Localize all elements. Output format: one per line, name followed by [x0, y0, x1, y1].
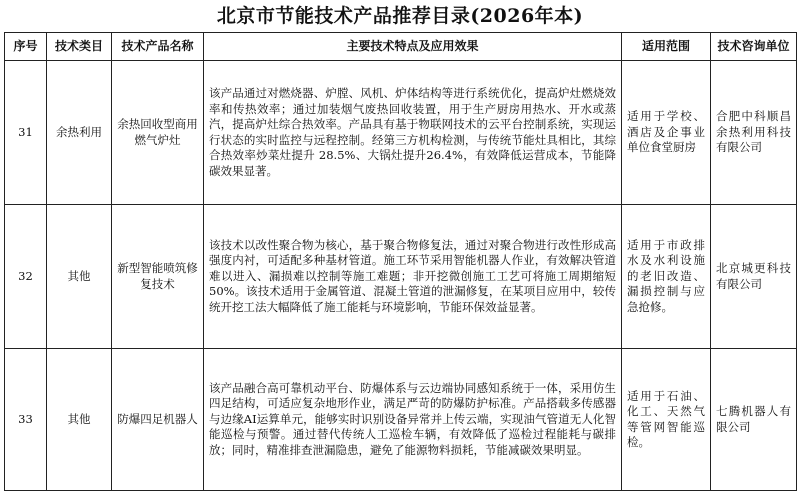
table-header-row [5, 33, 797, 61]
cell-category: 其他 [47, 205, 112, 349]
cell-scope: 适用于石油、化工、天然气等管网智能巡检。 [622, 349, 711, 491]
cell-category: 余热利用 [47, 61, 112, 205]
cell-consultant: 北京城更科技有限公司 [711, 205, 797, 349]
cell-consultant: 七腾机器人有限公司 [711, 349, 797, 491]
cell-scope: 适用于市政排水及水利设施的老旧改造、漏损控制与应急抢修。 [622, 205, 711, 349]
cell-features: 该产品融合高可靠机动平台、防爆体系与云边端协同感知系统于一体，采用仿生四足结构，可适应复杂地形作业，满足严苛的防爆防护标准。产品搭载多传感器与边缘AI运算单元，能够实时识别设备异常并上传云端，实现油气管道无人化智能巡检与预警。通过替代传统人工巡检车辆，有效降低了巡检过程能耗与碳排放；同时，精准排查泄漏隐患，避免了能源物料损耗，节能减碳效果明显。 [204, 349, 622, 491]
cell-product: 余热回收型商用燃气炉灶 [112, 61, 204, 205]
cell-no: 33 [5, 349, 47, 491]
header-scope: 适用范围 [622, 33, 711, 61]
table-row [5, 61, 797, 205]
header-category: 技术类目 [47, 33, 112, 61]
cell-category: 其他 [47, 349, 112, 491]
cell-no: 32 [5, 205, 47, 349]
header-features: 主要技术特点及应用效果 [204, 33, 622, 61]
cell-product: 防爆四足机器人 [112, 349, 204, 491]
cell-features: 该产品通过对燃烧器、炉膛、风机、炉体结构等进行系统优化，提高炉灶燃烧效率和传热效率；通过加装烟气废热回收装置，用于生产厨房用热水、开水或蒸汽，提高炉灶综合热效率。产品具有基于物联网技术的云平台控制系统，实现运行状态的实时监控与远程控制。经第三方机构检测，与传统节能灶具相比，其综合热效率炒菜灶提升 28.5%、大锅灶提升26.4%，有效降低运营成本，节能降碳效果显著。 [204, 61, 622, 205]
cell-product: 新型智能喷筑修复技术 [112, 205, 204, 349]
cell-scope: 适用于学校、酒店及企事业单位食堂厨房 [622, 61, 711, 205]
recommendation-table [4, 32, 797, 491]
document-title: 北京市节能技术产品推荐目录(2026年本) [216, 5, 584, 27]
header-no: 序号 [5, 33, 47, 61]
cell-features: 该技术以改性聚合物为核心，基于聚合物修复法，通过对聚合物进行改性形成高强度内衬，可适配多种基材管道。施工环节采用智能机器人作业，有效解决管道难以进入、漏损难以控制等施工难题；非开挖微创施工工艺可将施工周期缩短50%。该技术适用于金属管道、混凝土管道的泄漏修复，在某项目应用中，较传统开挖工法大幅降低了施工能耗与环境影响，节能环保效益显著。 [204, 205, 622, 349]
table-row [5, 349, 797, 491]
cell-consultant: 合肥中科顺昌余热利用科技有限公司 [711, 61, 797, 205]
cell-no: 31 [5, 61, 47, 205]
header-product: 技术产品名称 [112, 33, 204, 61]
header-consultant: 技术咨询单位 [711, 33, 797, 61]
table-row [5, 205, 797, 349]
